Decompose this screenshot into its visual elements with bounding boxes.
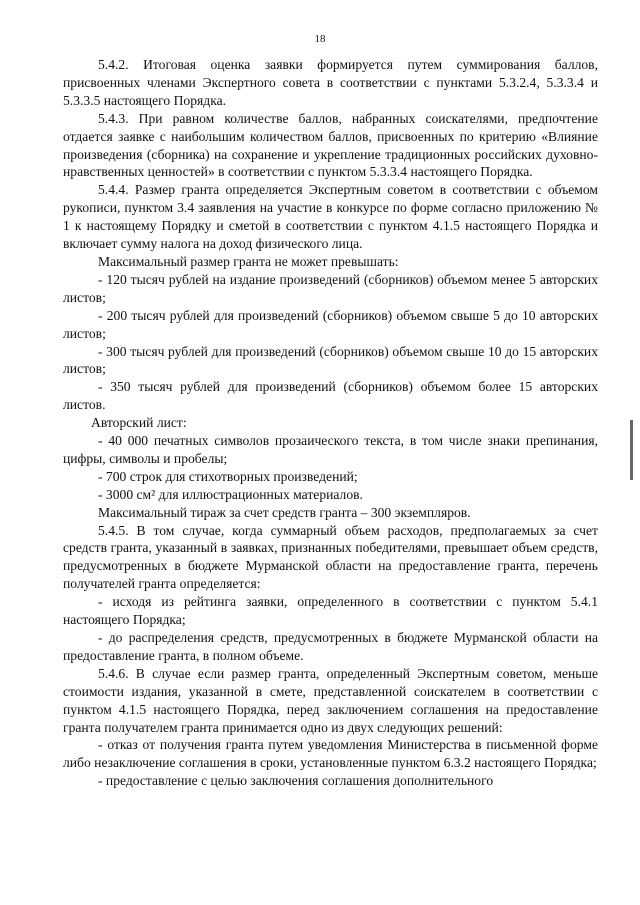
- paragraph: - 300 тысяч рублей для произведений (сборников) объемом свыше 10 до 15 авторских листов;: [63, 343, 598, 377]
- paragraph: 5.4.3. При равном количестве баллов, набранных соискателями, предпочтение отдается заявке с наибольшим количеством баллов, присвоенных по критерию «Влияние произведения (сборника) на сохранение и укрепление традиционных российских духовно-нравственных ценностей» в соответствии с пунктом 5.3.3.4 настоящего Порядка.: [63, 110, 598, 180]
- document-body: [63, 56, 598, 790]
- scan-artifact: [630, 420, 633, 480]
- paragraph: 5.4.6. В случае если размер гранта, определенный Экспертным советом, меньше стоимости издания, указанной в смете, представленной соискателем в соответствии с пунктом 4.1.5 настоящего Порядка, перед заключением соглашения на предоставление гранта получателем гранта принимается одно из двух следующих решений:: [63, 665, 598, 735]
- paragraph: - 120 тысяч рублей на издание произведений (сборников) объемом менее 5 авторских листов;: [63, 271, 598, 305]
- paragraph: 5.4.2. Итоговая оценка заявки формируется путем суммирования баллов, присвоенных членами Экспертного совета в соответствии с пунктами 5.3.2.4, 5.3.3.4 и 5.3.3.5 настоящего Порядка.: [63, 57, 598, 108]
- paragraph: - 3000 см² для иллюстрационных материалов.: [98, 486, 363, 502]
- page-number: 18: [314, 33, 326, 45]
- paragraph: Максимальный тираж за счет средств гранта – 300 экземпляров.: [98, 504, 471, 520]
- paragraph: - 40 000 печатных символов прозаического текста, в том числе знаки препинания, цифры, символы и пробелы;: [63, 433, 598, 466]
- paragraph: Максимальный размер гранта не может превышать:: [98, 253, 399, 269]
- paragraph: - предоставление с целью заключения соглашения дополнительного: [98, 773, 494, 789]
- paragraph: - 700 строк для стихотворных произведений;: [98, 468, 358, 484]
- paragraph: - 350 тысяч рублей для произведений (сборников) объемом более 15 авторских листов.: [63, 379, 598, 413]
- paragraph: - отказ от получения гранта путем уведомления Министерства в письменной форме либо незаключение соглашения в сроки, установленные пунктом 6.3.2 настоящего Порядка;: [63, 737, 598, 771]
- paragraph: - до распределения средств, предусмотренных в бюджете Мурманской области на предоставление гранта, в полном объеме.: [63, 630, 598, 663]
- paragraph: 5.4.5. В том случае, когда суммарный объем расходов, предполагаемых за счет средств гранта, указанный в заявках, признанных победителями, превышает объем средств, предусмотренных в бюджете Мурманской области на предоставление гранта, перечень получателей гранта определяется:: [63, 522, 598, 592]
- paragraph: - 200 тысяч рублей для произведений (сборников) объемом свыше 5 до 10 авторских листов;: [63, 307, 598, 341]
- paragraph: - исходя из рейтинга заявки, определенного в соответствии с пунктом 5.4.1 настоящего Порядка;: [63, 594, 598, 628]
- paragraph: Авторский лист:: [91, 415, 187, 431]
- paragraph: 5.4.4. Размер гранта определяется Экспертным советом в соответствии с объемом рукописи, пунктом 3.4 заявления на участие в конкурсе по форме согласно приложению № 1 к настоящему Порядку и сметой в соответствии с пунктом 4.1.5 настоящего Порядка и включает сумму налога на доход физического лица.: [63, 182, 598, 252]
